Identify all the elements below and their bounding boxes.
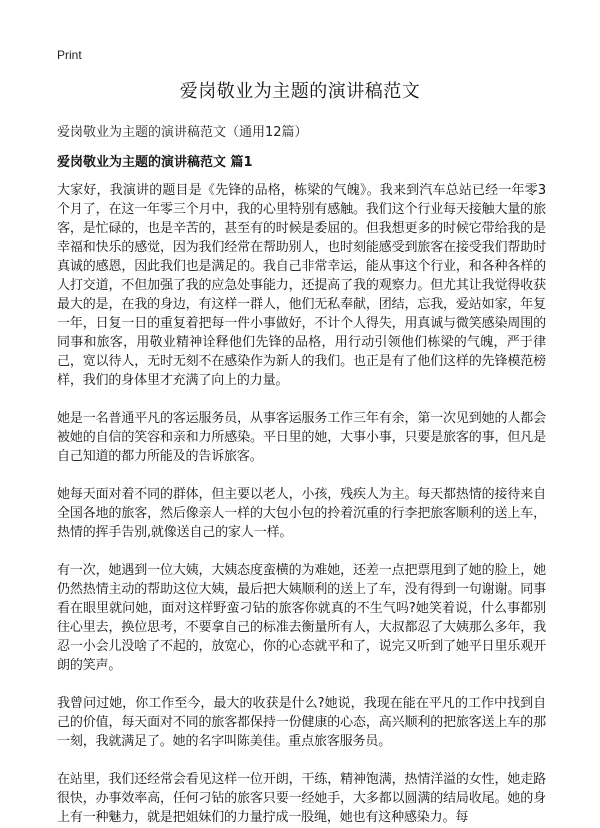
section-heading: 爱岗敬业为主题的演讲稿范文 篇1: [57, 155, 253, 170]
paragraph-1: 大家好，我演讲的题目是《先锋的品格，栋梁的气魄》。我来到汽车总站已经一年零3个月了，在这一年零三个月中，我的心里特别有感触。我们这个行业每天接触大量的旅客，是忙碌的，也是辛苦的，甚至有的时候是委屈的。但我想更多的时候它带给我的是幸福和快乐的感觉，因为我们经常在帮助别人，也时刻能感受到旅客在接受我们帮助时真诚的感恩，因此我们也是满足的。我自己非常幸运，能从事这个行业，和各种各样的人打交道，不但加强了我的应急处事能力，还提高了我的观察力。但尤其让我觉得收获最大的是，在我的身边，有这样一群人，他们无私奉献，团结，忘我，爱站如家，年复一年，日复一日的重复着把每一件小事做好，不计个人得失，用真诚与微笑感染周围的同事和旅客，用敬业精神诠释他们先锋的品格，用行动引领他们栋梁的气魄，严于律己，宽以待人，无时无刻不在感染作为新人的我们。也正是有了他们这样的先锋模范榜样，我们的身体里才充满了向上的力量。: [57, 183, 546, 388]
paragraph-6: 在站里，我们还经常会看见这样一位开朗，干练，精神饱满，热情洋溢的女性，她走路很快，办事效率高，任何刁钻的旅客只要一经她手，大多都以圆满的结局收尾。她的身上有一种魅力，就是把姐妹们的力量拧成一股绳，她也有这种感染力。每: [57, 772, 546, 825]
document-subtitle: 爱岗敬业为主题的演讲稿范文（通用12篇）: [57, 125, 308, 140]
document-title: 爱岗敬业为主题的演讲稿范文: [179, 81, 421, 102]
paragraph-5: 我曾问过她，你工作至今，最大的收获是什么?她说，我现在能在平凡的工作中找到自己的价值，每天面对不同的旅客都保持一份健康的心态，高兴顺利的把旅客送上车的那一刻，我就满足了。她的名字叫陈美佳。重点旅客服务员。: [57, 696, 546, 749]
paragraph-3: 她每天面对着不同的群体，但主要以老人，小孩，残疾人为主。每天都热情的接待来自全国各地的旅客，然后像亲人一样的大包小包的拎着沉重的行李把旅客顺利的送上车，热情的挥手告别,就像送自己的家人一样。: [57, 487, 546, 540]
paragraph-4: 有一次，她遇到一位大姨，大姨态度蛮横的为难她，还差一点把票甩到了她的脸上，她仍然热情主动的帮助这位大姨，最后把大姨顺利的送上了车，没有得到一句谢谢。同事看在眼里就问她，面对这样野蛮刁钻的旅客你就真的不生气吗?她笑着说，什么事都别往心里去，换位思考，不要拿自己的标准去衡量所有人，大叔都忍了大姨那么多年，我忍一小会儿没啥了不起的，放宽心，你的心态就平和了，说完又听到了她平日里乐观开朗的笑声。: [57, 563, 546, 673]
article-body: [57, 181, 546, 828]
print-label[interactable]: Print: [57, 48, 82, 62]
paragraph-2: 她是一名普通平凡的客运服务员，从事客运服务工作三年有余，第一次见到她的人都会被她的自信的笑容和亲和力所感染。平日里的她，大事小事，只要是旅客的事，但凡是自己知道的都力所能及的告诉旅客。: [57, 411, 546, 464]
